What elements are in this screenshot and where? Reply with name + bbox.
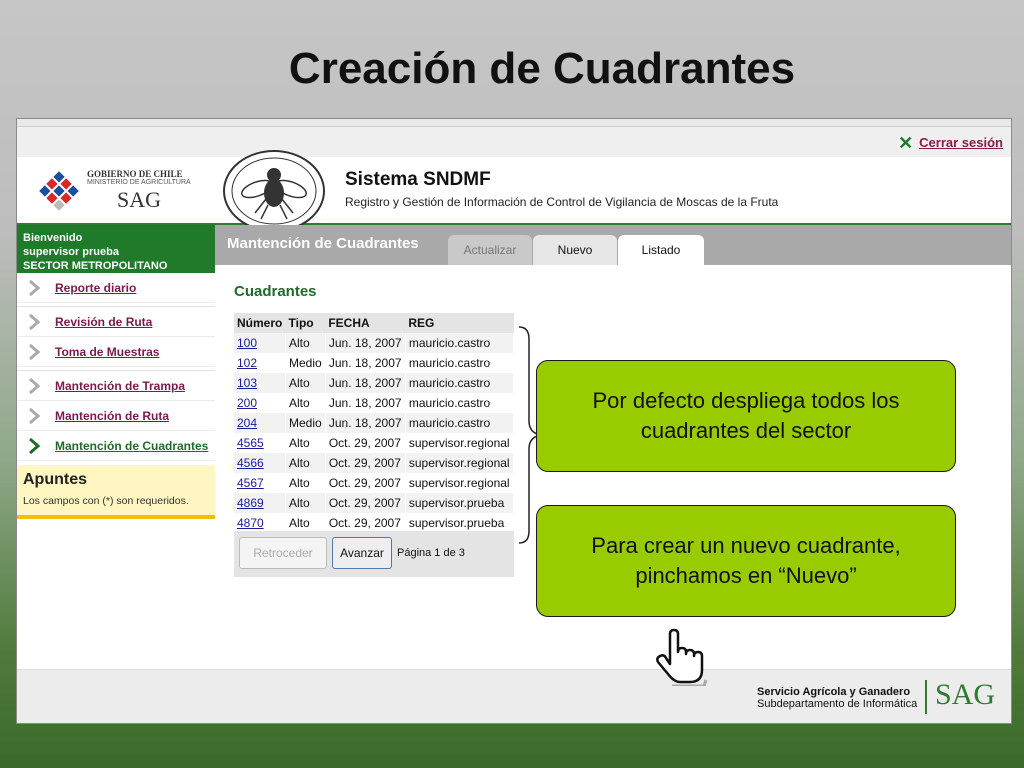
chevron-right-icon bbox=[27, 343, 41, 361]
row-date: Jun. 18, 2007 bbox=[325, 393, 405, 413]
col-tipo: Tipo bbox=[286, 313, 326, 333]
sidebar-item-label[interactable]: Revisión de Ruta bbox=[55, 314, 153, 329]
row-reg: mauricio.castro bbox=[405, 413, 513, 433]
system-title: Sistema SNDMF bbox=[345, 169, 491, 190]
prev-page-button[interactable]: Retroceder bbox=[239, 537, 327, 569]
gov-brand: SAG bbox=[117, 187, 162, 212]
footer-divider bbox=[925, 680, 927, 714]
row-reg: mauricio.castro bbox=[405, 333, 513, 353]
sidebar-item-label[interactable]: Reporte diario bbox=[55, 280, 137, 295]
logout-label[interactable]: Cerrar sesión bbox=[919, 135, 1003, 150]
welcome-user: supervisor prueba bbox=[23, 246, 119, 258]
chevron-right-icon bbox=[27, 437, 41, 455]
row-date: Oct. 29, 2007 bbox=[325, 473, 405, 493]
row-type: Alto bbox=[286, 373, 326, 393]
sidebar bbox=[17, 225, 215, 724]
chevron-right-icon bbox=[27, 313, 41, 331]
chevron-right-icon bbox=[27, 377, 41, 395]
logout-link[interactable] bbox=[898, 132, 1003, 153]
table-row bbox=[234, 453, 514, 473]
table-row bbox=[234, 413, 514, 433]
table-row bbox=[234, 353, 514, 373]
row-type: Alto bbox=[286, 393, 326, 413]
section-tabbar bbox=[215, 225, 1012, 265]
tab-actualizar[interactable]: Actualizar bbox=[448, 235, 532, 265]
hand-pointer-icon bbox=[652, 628, 708, 686]
row-reg: supervisor.regional bbox=[405, 453, 513, 473]
pagination-bar bbox=[234, 531, 514, 577]
row-reg: mauricio.castro bbox=[405, 393, 513, 413]
sidebar-item-label[interactable]: Mantención de Ruta bbox=[55, 408, 170, 423]
row-number-link[interactable]: 4567 bbox=[237, 476, 264, 490]
table-row bbox=[234, 333, 514, 353]
row-type: Alto bbox=[286, 433, 326, 453]
callout-default-list: Por defecto despliega todos los cuadrantes del sector bbox=[536, 360, 956, 472]
tab-listado[interactable]: Listado bbox=[618, 235, 704, 265]
row-number-link[interactable]: 4565 bbox=[237, 436, 264, 450]
row-date: Jun. 18, 2007 bbox=[325, 353, 405, 373]
chile-flag-squares-icon bbox=[37, 169, 81, 213]
col-reg: REG bbox=[405, 313, 513, 333]
app-footer bbox=[17, 669, 1011, 724]
chevron-right-icon bbox=[27, 407, 41, 425]
table-row bbox=[234, 493, 514, 513]
page-info: Página 1 de 3 bbox=[397, 547, 465, 559]
content-title: Cuadrantes bbox=[234, 283, 317, 300]
sidebar-item-toma-muestras[interactable] bbox=[17, 337, 215, 367]
row-type: Alto bbox=[286, 513, 326, 533]
row-reg: supervisor.regional bbox=[405, 433, 513, 453]
sidebar-item-mantencion-cuadrantes[interactable] bbox=[17, 431, 215, 461]
next-page-button[interactable]: Avanzar bbox=[332, 537, 392, 569]
row-number-link[interactable]: 102 bbox=[237, 356, 258, 370]
notes-box bbox=[17, 465, 215, 519]
footer-org-name: Servicio Agrícola y Ganadero bbox=[757, 686, 911, 698]
row-date: Jun. 18, 2007 bbox=[325, 373, 405, 393]
row-date: Jun. 18, 2007 bbox=[325, 413, 405, 433]
table-row bbox=[234, 373, 514, 393]
chevron-right-icon bbox=[27, 279, 41, 297]
table-row bbox=[234, 393, 514, 413]
col-fecha: FECHA bbox=[325, 313, 405, 333]
table-row bbox=[234, 433, 514, 453]
gov-line2: MINISTERIO DE AGRICULTURA bbox=[87, 179, 191, 186]
row-number-link[interactable]: 200 bbox=[237, 396, 258, 410]
system-subtitle: Registro y Gestión de Información de Control de Vigilancia de Moscas de la Fruta bbox=[345, 195, 779, 209]
row-type: Medio bbox=[286, 413, 326, 433]
row-number-link[interactable]: 103 bbox=[237, 376, 258, 390]
table-row bbox=[234, 473, 514, 493]
row-reg: supervisor.prueba bbox=[405, 493, 513, 513]
sidebar-item-reporte-diario[interactable] bbox=[17, 273, 215, 303]
row-number-link[interactable]: 204 bbox=[237, 416, 258, 430]
tab-nuevo[interactable]: Nuevo bbox=[533, 235, 617, 265]
row-type: Alto bbox=[286, 453, 326, 473]
sidebar-item-revision-ruta[interactable] bbox=[17, 307, 215, 337]
row-date: Oct. 29, 2007 bbox=[325, 433, 405, 453]
row-date: Oct. 29, 2007 bbox=[325, 513, 405, 533]
sidebar-item-label[interactable]: Toma de Muestras bbox=[55, 344, 160, 359]
row-number-link[interactable]: 4869 bbox=[237, 496, 264, 510]
row-date: Jun. 18, 2007 bbox=[325, 333, 405, 353]
footer-dept: Subdepartamento de Informática bbox=[757, 698, 918, 710]
notes-text: Los campos con (*) son requeridos. bbox=[23, 495, 189, 507]
row-type: Alto bbox=[286, 473, 326, 493]
col-numero: Número bbox=[234, 313, 286, 333]
row-date: Oct. 29, 2007 bbox=[325, 453, 405, 473]
welcome-line1: Bienvenido bbox=[23, 232, 83, 244]
top-bar bbox=[17, 127, 1011, 157]
row-reg: supervisor.prueba bbox=[405, 513, 513, 533]
cuadrantes-table bbox=[234, 313, 514, 533]
row-number-link[interactable]: 4870 bbox=[237, 516, 264, 530]
sidebar-item-mantencion-ruta[interactable] bbox=[17, 401, 215, 431]
row-reg: supervisor.regional bbox=[405, 473, 513, 493]
footer-sag-logo: SAG bbox=[935, 678, 996, 711]
browser-toolbar-strip bbox=[17, 119, 1011, 127]
slide-title: Creación de Cuadrantes bbox=[288, 44, 796, 93]
sidebar-item-label[interactable]: Mantención de Cuadrantes bbox=[55, 438, 209, 453]
row-number-link[interactable]: 100 bbox=[237, 336, 258, 350]
gov-line1: GOBIERNO DE CHILE bbox=[87, 169, 183, 179]
row-reg: mauricio.castro bbox=[405, 353, 513, 373]
fruit-fly-seal-icon bbox=[221, 135, 327, 235]
row-reg: mauricio.castro bbox=[405, 373, 513, 393]
section-title: Mantención de Cuadrantes bbox=[227, 235, 419, 252]
gobierno-chile-logo bbox=[37, 165, 197, 221]
close-icon[interactable]: ✕ bbox=[898, 132, 914, 153]
row-type: Alto bbox=[286, 493, 326, 513]
notes-title: Apuntes bbox=[23, 471, 87, 488]
callout-create-new: Para crear un nuevo cuadrante, pinchamos en “Nuevo” bbox=[536, 505, 956, 617]
row-type: Medio bbox=[286, 353, 326, 373]
row-date: Oct. 29, 2007 bbox=[325, 493, 405, 513]
welcome-sector: SECTOR METROPOLITANO bbox=[23, 260, 168, 272]
welcome-box bbox=[17, 225, 215, 273]
row-number-link[interactable]: 4566 bbox=[237, 456, 264, 470]
sidebar-item-mantencion-trampa[interactable] bbox=[17, 371, 215, 401]
sidebar-item-label[interactable]: Mantención de Trampa bbox=[55, 378, 186, 393]
app-header bbox=[17, 157, 1011, 225]
table-header-row bbox=[234, 313, 514, 333]
table-row bbox=[234, 513, 514, 533]
row-type: Alto bbox=[286, 333, 326, 353]
